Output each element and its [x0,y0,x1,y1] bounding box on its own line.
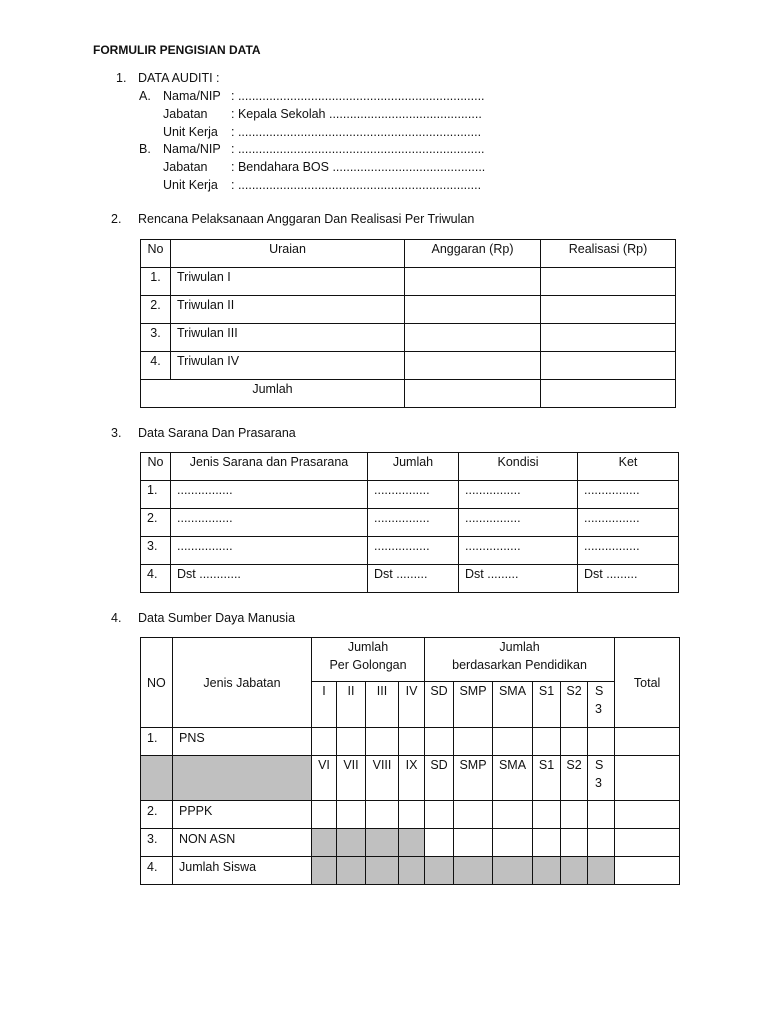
total-cell[interactable] [615,829,680,857]
row-no: 4. [141,565,171,593]
header-ket: Ket [578,453,679,481]
realisasi-cell[interactable] [541,324,676,352]
data-cell[interactable] [493,801,533,829]
anggaran-total-cell[interactable] [405,380,541,408]
data-cell[interactable] [561,801,588,829]
pendidikan-header: S3 [588,682,615,728]
anggaran-cell[interactable] [405,296,541,324]
shaded-cell [312,857,337,885]
jenis-cell[interactable]: ................ [171,537,368,565]
pendidikan-header: S2 [561,682,588,728]
table-row [141,565,679,593]
table-row [141,268,676,296]
shaded-cell [588,857,615,885]
row-no: 2. [141,801,173,829]
shaded-cell [425,857,454,885]
total-cell[interactable] [615,728,680,756]
golongan-header: II [337,682,366,728]
data-cell[interactable] [399,728,425,756]
field-label: Unit Kerja [163,178,218,192]
section-title: DATA AUDITI : [138,71,220,85]
section-title: Data Sumber Daya Manusia [138,611,296,625]
header-golongan [312,638,425,682]
field-label: Unit Kerja [163,125,218,139]
header-no: NO [141,638,173,728]
golongan-header: I [312,682,337,728]
group-letter: B. [139,142,151,156]
golongan-header: IX [399,756,425,801]
kondisi-cell[interactable]: ................ [459,509,578,537]
pendidikan-header: SD [425,682,454,728]
section-title: Data Sarana Dan Prasarana [138,426,296,440]
field-value: : ....................................................................... [231,89,485,103]
data-cell[interactable] [337,728,366,756]
row-no: 2. [141,296,171,324]
table-row [141,756,680,801]
row-no: 4. [141,352,171,380]
kondisi-cell[interactable]: Dst ......... [459,565,578,593]
header-no: No [141,240,171,268]
header-pendidikan [425,638,615,682]
sdm-table [140,637,680,885]
shaded-cell [399,857,425,885]
field-label: Jabatan [163,160,208,174]
field-value: : ...................................................................... [231,178,482,192]
data-cell[interactable] [493,728,533,756]
shaded-cell [337,829,366,857]
ket-cell[interactable]: Dst ......... [578,565,679,593]
data-cell[interactable] [493,829,533,857]
jumlah-cell[interactable]: ................ [368,481,459,509]
anggaran-cell[interactable] [405,352,541,380]
kondisi-cell[interactable]: ................ [459,537,578,565]
row-jabatan: PPPK [173,801,312,829]
header-golongan-line2: Per Golongan [329,658,407,672]
row-no: 4. [141,857,173,885]
budget-table [140,239,676,408]
row-no: 1. [141,728,173,756]
jenis-cell[interactable]: ................ [171,481,368,509]
realisasi-total-cell[interactable] [541,380,676,408]
row-uraian: Triwulan III [171,324,405,352]
row-no: 3. [141,537,171,565]
sarana-table [140,452,679,593]
shaded-cell [141,756,173,801]
data-cell[interactable] [366,728,399,756]
pendidikan-header: SMA [493,756,533,801]
data-cell[interactable] [454,728,493,756]
ket-cell[interactable]: ................ [578,509,679,537]
row-uraian: Triwulan IV [171,352,405,380]
table-row [141,296,676,324]
row-uraian: Triwulan I [171,268,405,296]
data-cell[interactable] [399,801,425,829]
data-cell[interactable] [454,801,493,829]
data-cell[interactable] [312,801,337,829]
row-uraian: Triwulan II [171,296,405,324]
golongan-header: IV [399,682,425,728]
shaded-cell [312,829,337,857]
table-row [141,801,680,829]
realisasi-cell[interactable] [541,268,676,296]
shaded-cell [366,829,399,857]
realisasi-cell[interactable] [541,352,676,380]
section-number: 2. [111,212,122,226]
row-no: 3. [141,829,173,857]
header-pendidikan-line2: berdasarkan Pendidikan [452,658,587,672]
header-anggaran: Anggaran (Rp) [405,240,541,268]
header-jenis: Jenis Sarana dan Prasarana [171,453,368,481]
shaded-cell [173,756,312,801]
data-cell[interactable] [337,801,366,829]
table-row [141,829,680,857]
row-jabatan: Jumlah Siswa [173,857,312,885]
golongan-header: VIII [366,756,399,801]
group-letter: A. [139,89,151,103]
table-row [141,857,680,885]
realisasi-cell[interactable] [541,296,676,324]
table-row [141,509,679,537]
jumlah-cell[interactable]: Dst ......... [368,565,459,593]
header-jenis-jabatan: Jenis Jabatan [173,638,312,728]
field-label: Nama/NIP [163,142,221,156]
header-kondisi: Kondisi [459,453,578,481]
header-uraian: Uraian [171,240,405,268]
ket-cell[interactable]: ................ [578,537,679,565]
anggaran-cell[interactable] [405,268,541,296]
jenis-cell[interactable]: ................ [171,509,368,537]
row-no: 1. [141,268,171,296]
field-label: Jabatan [163,107,208,121]
kondisi-cell[interactable]: ................ [459,481,578,509]
pendidikan-header: SD [425,756,454,801]
header-total: Total [615,638,680,728]
total-cell[interactable] [615,857,680,885]
field-label: Nama/NIP [163,89,221,103]
shaded-cell [561,857,588,885]
table-row [141,324,676,352]
header-no: No [141,453,171,481]
table-row [141,352,676,380]
data-cell[interactable] [588,728,615,756]
header-golongan-line1: Jumlah [347,640,389,654]
pendidikan-header: S1 [533,756,561,801]
section-number: 3. [111,426,122,440]
data-cell[interactable] [533,728,561,756]
anggaran-cell[interactable] [405,324,541,352]
table-row [141,537,679,565]
shaded-cell [366,857,399,885]
data-cell[interactable] [425,728,454,756]
jenis-cell[interactable]: Dst ............ [171,565,368,593]
section-title: Rencana Pelaksanaan Anggaran Dan Realisasi Per Triwulan [138,212,475,226]
total-cell[interactable] [615,801,680,829]
row-no: 2. [141,509,171,537]
section-number: 1. [116,71,127,85]
row-jabatan: NON ASN [173,829,312,857]
shaded-cell [337,857,366,885]
golongan-header: VII [337,756,366,801]
data-cell[interactable] [588,801,615,829]
shaded-cell [399,829,425,857]
jumlah-cell[interactable]: ................ [368,509,459,537]
data-cell[interactable] [561,829,588,857]
golongan-header: VI [312,756,337,801]
data-cell[interactable] [533,801,561,829]
table-row [141,481,679,509]
total-cell[interactable] [615,756,680,801]
row-jabatan: PNS [173,728,312,756]
row-no: 1. [141,481,171,509]
field-value: : Kepala Sekolah ............................................ [231,107,482,121]
header-jumlah: Jumlah [368,453,459,481]
field-value: : ....................................................................... [231,142,485,156]
ket-cell[interactable]: ................ [578,481,679,509]
pendidikan-header: SMA [493,682,533,728]
row-no: 3. [141,324,171,352]
header-pendidikan-line1: Jumlah [499,640,540,654]
data-cell[interactable] [588,829,615,857]
data-cell[interactable] [454,829,493,857]
data-cell[interactable] [425,829,454,857]
data-cell[interactable] [533,829,561,857]
data-cell[interactable] [425,801,454,829]
total-row [141,380,676,408]
field-value: : Bendahara BOS ............................................ [231,160,486,174]
shaded-cell [533,857,561,885]
field-value: : ...................................................................... [231,125,482,139]
header-realisasi: Realisasi (Rp) [541,240,676,268]
pendidikan-header: S3 [588,756,615,801]
pendidikan-header: SMP [454,682,493,728]
jumlah-cell[interactable]: ................ [368,537,459,565]
data-cell[interactable] [312,728,337,756]
shaded-cell [454,857,493,885]
pendidikan-header: S1 [533,682,561,728]
golongan-header: III [366,682,399,728]
document-title: FORMULIR PENGISIAN DATA [93,43,261,57]
shaded-cell [493,857,533,885]
pendidikan-header: S2 [561,756,588,801]
total-label: Jumlah [141,380,405,408]
section-number: 4. [111,611,122,625]
pendidikan-header: SMP [454,756,493,801]
table-row [141,728,680,756]
data-cell[interactable] [366,801,399,829]
data-cell[interactable] [561,728,588,756]
